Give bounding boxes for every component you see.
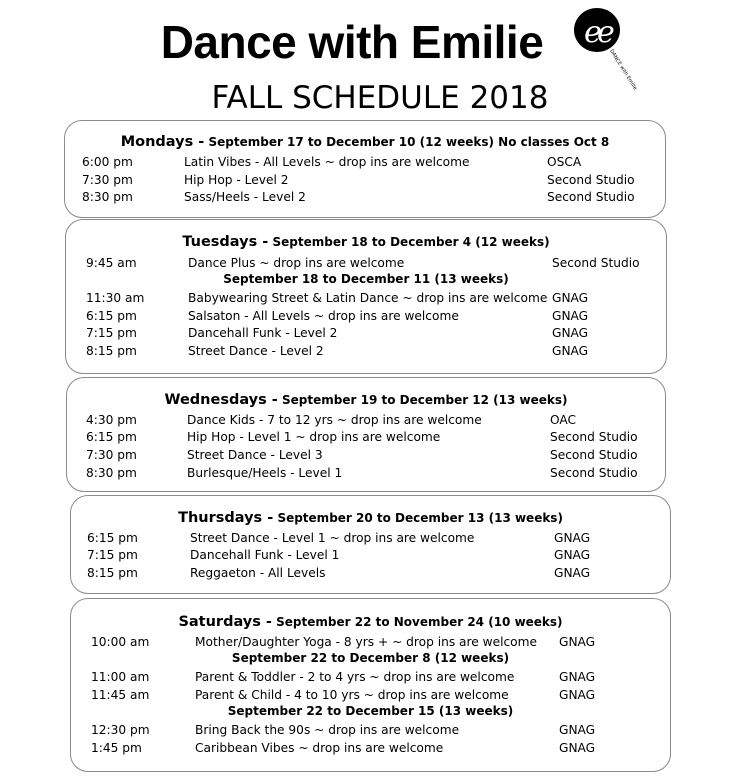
class-row: 7:30 pm Street Dance - Level 3 Second Studio bbox=[86, 448, 638, 462]
section-subheading: September 22 to December 15 (13 weeks) bbox=[227, 704, 514, 718]
class-row: 11:00 am Parent & Toddler - 2 to 4 yrs ~ drop ins are welcome GNAG bbox=[91, 670, 596, 684]
schedule-section-tuesdays bbox=[65, 219, 667, 374]
class-row: 8:30 pm Sass/Heels - Level 2 Second Studio bbox=[82, 190, 635, 204]
class-row: 7:30 pm Hip Hop - Level 2 Second Studio bbox=[82, 173, 635, 187]
svg-text:DANCE with Emilie: DANCE with Emilie bbox=[608, 48, 638, 92]
class-row: 4:30 pm Dance Kids - 7 to 12 yrs ~ drop ins are welcome OAC bbox=[86, 413, 577, 427]
class-row: 11:45 am Parent & Child - 4 to 10 yrs ~ drop ins are welcome GNAG bbox=[91, 688, 596, 702]
class-row: 7:15 pm Dancehall Funk - Level 1 GNAG bbox=[87, 548, 591, 562]
class-row: 6:15 pm Street Dance - Level 1 ~ drop ins are welcome GNAG bbox=[87, 531, 591, 545]
section-subheading: September 22 to December 8 (12 weeks) bbox=[231, 651, 510, 665]
class-row: 12:30 pm Bring Back the 90s ~ drop ins are welcome GNAG bbox=[91, 723, 596, 737]
class-row: 8:15 pm Street Dance - Level 2 GNAG bbox=[86, 344, 589, 358]
class-row: 11:30 am Babywearing Street & Latin Dance ~ drop ins are welcome GNAG bbox=[86, 291, 589, 305]
page-title: Dance with Emilie bbox=[160, 16, 544, 68]
page-subtitle: FALL SCHEDULE 2018 bbox=[211, 80, 549, 116]
schedule-section-thursdays bbox=[70, 495, 671, 594]
svg-text:e: e bbox=[597, 15, 615, 50]
svg-text:e: e bbox=[584, 15, 602, 50]
class-row: 8:30 pm Burlesque/Heels - Level 1 Second Studio bbox=[86, 466, 638, 480]
section-header: Saturdays - September 22 to November 24 (10 weeks) bbox=[178, 614, 563, 630]
class-row: 6:15 pm Salsaton - All Levels ~ drop ins are welcome GNAG bbox=[86, 309, 589, 323]
class-row: 9:45 am Dance Plus ~ drop ins are welcome Second Studio bbox=[86, 256, 640, 270]
class-row: 1:45 pm Caribbean Vibes ~ drop ins are welcome GNAG bbox=[91, 741, 596, 755]
section-header: Mondays - September 17 to December 10 (12 weeks) No classes Oct 8 bbox=[120, 134, 610, 150]
class-row: 6:15 pm Hip Hop - Level 1 ~ drop ins are welcome Second Studio bbox=[86, 430, 638, 444]
class-row: 6:00 pm Latin Vibes - All Levels ~ drop ins are welcome OSCA bbox=[82, 155, 582, 169]
section-header: Wednesdays - September 19 to December 12 (13 weeks) bbox=[164, 392, 568, 408]
section-subheading: September 18 to December 11 (13 weeks) bbox=[223, 272, 509, 286]
section-header: Thursdays - September 20 to December 13 (13 weeks) bbox=[178, 510, 563, 526]
class-row: 7:15 pm Dancehall Funk - Level 2 GNAG bbox=[86, 326, 589, 340]
dance-with-emilie-logo bbox=[568, 4, 638, 92]
schedule-section-wednesdays bbox=[66, 377, 666, 492]
class-row: 10:00 am Mother/Daughter Yoga - 8 yrs + ~ drop ins are welcome GNAG bbox=[91, 635, 596, 649]
section-header: Tuesdays - September 18 to December 4 (12 weeks) bbox=[182, 234, 550, 250]
class-row: 8:15 pm Reggaeton - All Levels GNAG bbox=[87, 566, 591, 580]
schedule-section-saturdays bbox=[70, 598, 671, 772]
schedule-section-mondays bbox=[64, 120, 666, 218]
